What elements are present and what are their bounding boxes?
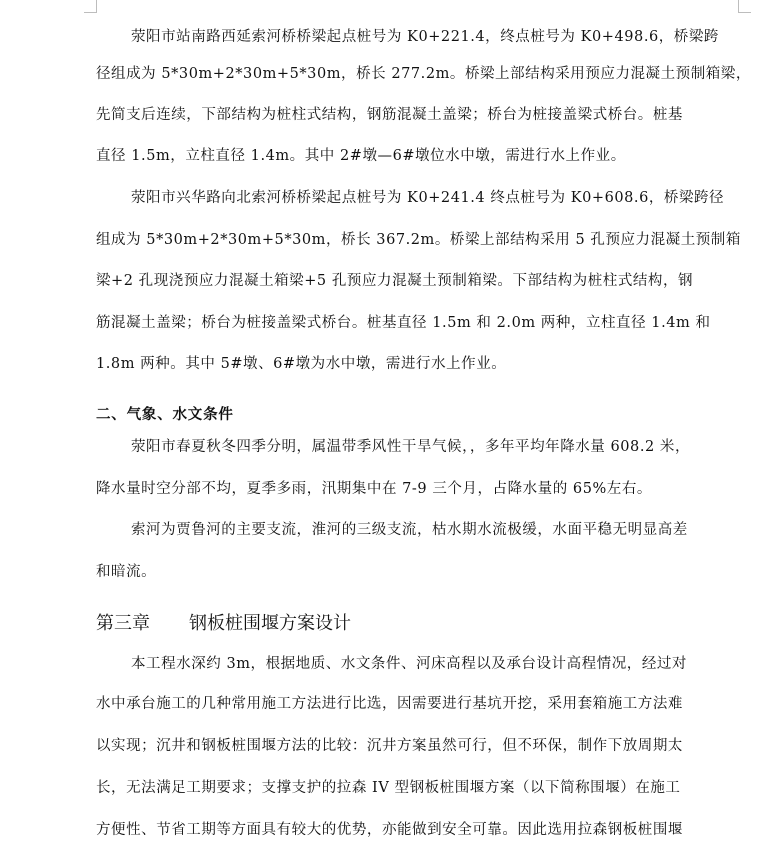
chapter-heading	[96, 612, 351, 636]
text-line: 方便性、节省工期等方面具有较大的优势，亦能做到安全可靠。因此选用拉森钢板桩围堰	[96, 822, 683, 838]
text-line: 筋混凝土盖梁；桥台为桩接盖梁式桥台。桩基直径 1.5m 和 2.0m 两种，立柱直径 1.4m 和	[96, 315, 711, 331]
text-line: 水中承台施工的几种常用施工方法进行比选，因需要进行基坑开挖，采用套箱施工方法难	[96, 696, 683, 712]
text-line: 长，无法满足工期要求；支撑支护的拉森 IV 型钢板桩围堰方案（以下简称围堰）在施工	[96, 780, 681, 796]
text-line: 索河为贾鲁河的主要支流，淮河的三级支流，枯水期水流极缓，水面平稳无明显高差	[131, 522, 688, 538]
text-line: 梁+2 孔现浇预应力混凝土箱梁+5 孔预应力混凝土预制箱梁。下部结构为桩柱式结构，钢	[96, 273, 694, 289]
text-line: 先简支后连续，下部结构为桩柱式结构，钢筋混凝土盖梁；桥台为桩接盖梁式桥台。桩基	[96, 107, 683, 123]
text-line: 组成为 5*30m+2*30m+5*30m，桥长 367.2m。桥梁上部结构采用 5 孔预应力混凝土预制箱	[96, 232, 741, 248]
margin-corner-mark-right	[738, 0, 751, 13]
chapter-title: 钢板桩围堰方案设计	[189, 613, 351, 634]
text-line: 1.8m 两种。其中 5#墩、6#墩为水中墩，需进行水上作业。	[96, 356, 507, 372]
text-line: 荥阳市站南路西延索河桥桥梁起点桩号为 K0+221.4，终点桩号为 K0+498.6，桥梁跨	[131, 29, 719, 45]
text-line: 降水量时空分部不均，夏季多雨，汛期集中在 7-9 三个月，占降水量的 65%左右。	[96, 481, 652, 497]
text-line: 直径 1.5m，立柱直径 1.4m。其中 2#墩—6#墩位水中墩，需进行水上作业。	[96, 148, 626, 164]
section-heading-climate-hydrology: 二、气象、水文条件	[96, 406, 234, 423]
text-line: 和暗流。	[96, 564, 157, 580]
text-line: 本工程水深约 3m，根据地质、水文条件、河床高程以及承台设计高程情况，经过对	[131, 656, 687, 672]
text-line: 荥阳市春夏秋冬四季分明，属温带季风性干旱气候，，多年平均年降水量 608.2 米，	[131, 439, 691, 455]
margin-corner-mark-left	[84, 0, 97, 13]
text-line: 荥阳市兴华路向北索河桥桥梁起点桩号为 K0+241.4 终点桩号为 K0+608.6，桥梁跨径	[131, 190, 725, 206]
text-line: 以实现；沉井和钢板桩围堰方法的比较：沉井方案虽然可行，但不环保，制作下放周期太	[96, 738, 683, 754]
chapter-number: 第三章	[96, 613, 150, 634]
text-line: 径组成为 5*30m+2*30m+5*30m，桥长 277.2m。桥梁上部结构采用预应力混凝土预制箱梁，	[96, 66, 751, 82]
